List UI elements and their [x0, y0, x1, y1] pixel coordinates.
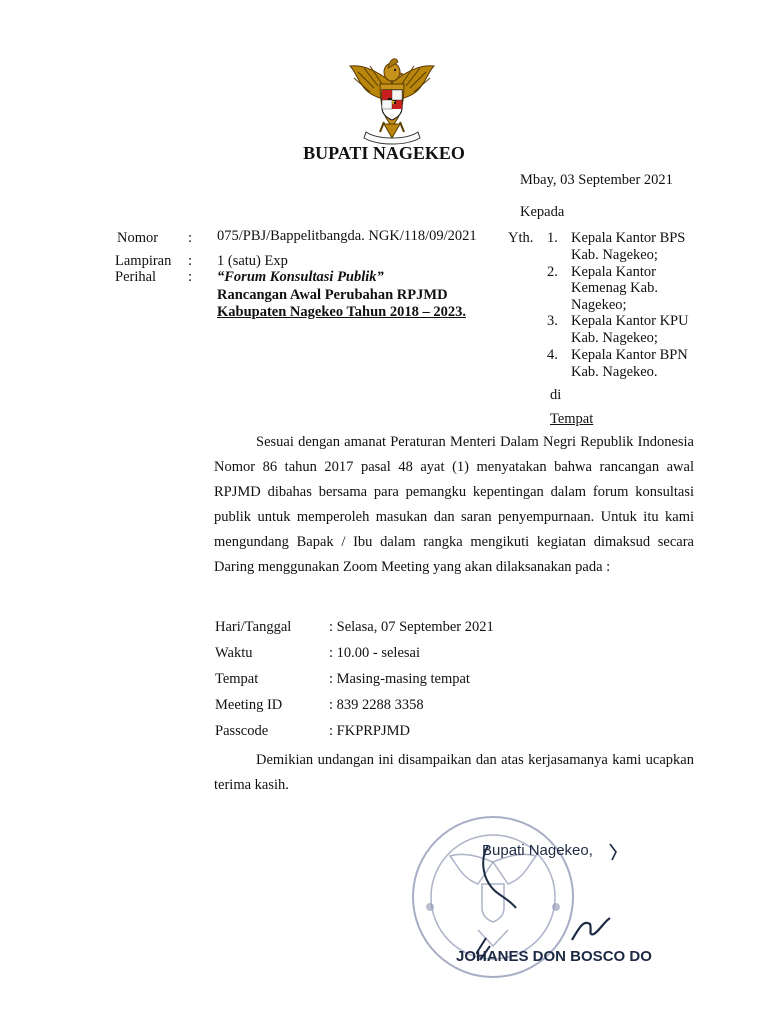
- recipient-4-num: 4.: [547, 347, 558, 363]
- perihal-line-1: “Forum Konsultasi Publik”: [217, 269, 384, 285]
- recipient-2-num: 2.: [547, 264, 558, 280]
- perihal-line-3: Kabupaten Nagekeo Tahun 2018 – 2023.: [217, 304, 466, 320]
- detail-label: Tempat: [215, 671, 259, 687]
- recipient-4-line1: Kepala Kantor BPN: [571, 347, 688, 363]
- recipient-3-num: 3.: [547, 313, 558, 329]
- body-paragraph-1: Sesuai dengan amanat Peraturan Menteri Dalam Negri Republik Indonesia Nomor 86 tahun 2017 pasal 48 ayat (1) menyatakan bahwa rancangan awal RPJMD dibahas bersama para pemangku kepentingan dalam forum konsultasi publik untuk memperoleh masukan dan saran penyempurnaan. Untuk itu kami mengundang Bapak / Ibu dalam rangka mengikuti kegiatan dimaksud secara Daring menggunakan Zoom Meeting yang akan dilaksanakan pada :: [214, 434, 694, 575]
- letter-title: BUPATI NAGEKEO: [303, 143, 465, 163]
- nomor-value: 075/PBJ/Bappelitbangda. NGK/118/09/2021: [217, 228, 477, 244]
- detail-value: : Selasa, 07 September 2021: [329, 619, 494, 635]
- letter-date: Mbay, 03 September 2021: [520, 172, 673, 188]
- detail-value: : Masing-masing tempat: [329, 671, 470, 687]
- recipient-4-line2: Kab. Nagekeo.: [571, 364, 658, 380]
- yth-label: Yth.: [508, 230, 534, 246]
- detail-row-waktu: [215, 640, 420, 666]
- detail-row-passcode: [215, 718, 410, 744]
- recipient-1-num: 1.: [547, 230, 558, 246]
- recipient-1-line1: Kepala Kantor BPS: [571, 230, 686, 246]
- detail-value: : FKPRPJMD: [329, 723, 410, 739]
- nomor-label: Nomor: [117, 230, 159, 246]
- recipient-2-line2: Kemenag Kab.: [571, 280, 658, 296]
- nomor-colon: :: [188, 230, 193, 246]
- detail-label: Passcode: [215, 723, 269, 739]
- recipient-1-line2: Kab. Nagekeo;: [571, 247, 658, 263]
- detail-row-tempat: [215, 666, 470, 692]
- detail-label: Hari/Tanggal: [215, 619, 292, 635]
- detail-label: Meeting ID: [215, 697, 283, 713]
- perihal-line-2: Rancangan Awal Perubahan RPJMD: [217, 287, 448, 303]
- detail-row-meeting-id: [215, 692, 424, 718]
- lampiran-colon: :: [188, 253, 193, 269]
- signature-title: Bupati Nagekeo,: [482, 842, 593, 859]
- tempat-label: Tempat: [550, 411, 594, 427]
- recipient-2-line1: Kepala Kantor: [571, 264, 656, 280]
- lampiran-value: 1 (satu) Exp: [217, 253, 288, 269]
- lampiran-label: Lampiran: [115, 253, 172, 269]
- body-paragraph-2: Demikian undangan ini disampaikan dan atas kerjasamanya kami ucapkan terima kasih.: [214, 752, 694, 793]
- di-label: di: [550, 387, 562, 403]
- perihal-colon: :: [188, 269, 193, 285]
- detail-value: : 10.00 - selesai: [329, 645, 421, 661]
- detail-label: Waktu: [215, 645, 253, 661]
- recipient-2-line3: Nagekeo;: [571, 297, 627, 313]
- detail-row-hari: [215, 614, 494, 640]
- recipient-3-line1: Kepala Kantor KPU: [571, 313, 689, 329]
- kepada-label: Kepada: [520, 204, 565, 220]
- detail-value: : 839 2288 3358: [329, 697, 424, 713]
- garuda-emblem-icon: [344, 52, 440, 148]
- recipient-3-line2: Kab. Nagekeo;: [571, 330, 658, 346]
- signatory-name: JOHANES DON BOSCO DO: [456, 948, 652, 965]
- perihal-label: Perihal: [115, 269, 157, 285]
